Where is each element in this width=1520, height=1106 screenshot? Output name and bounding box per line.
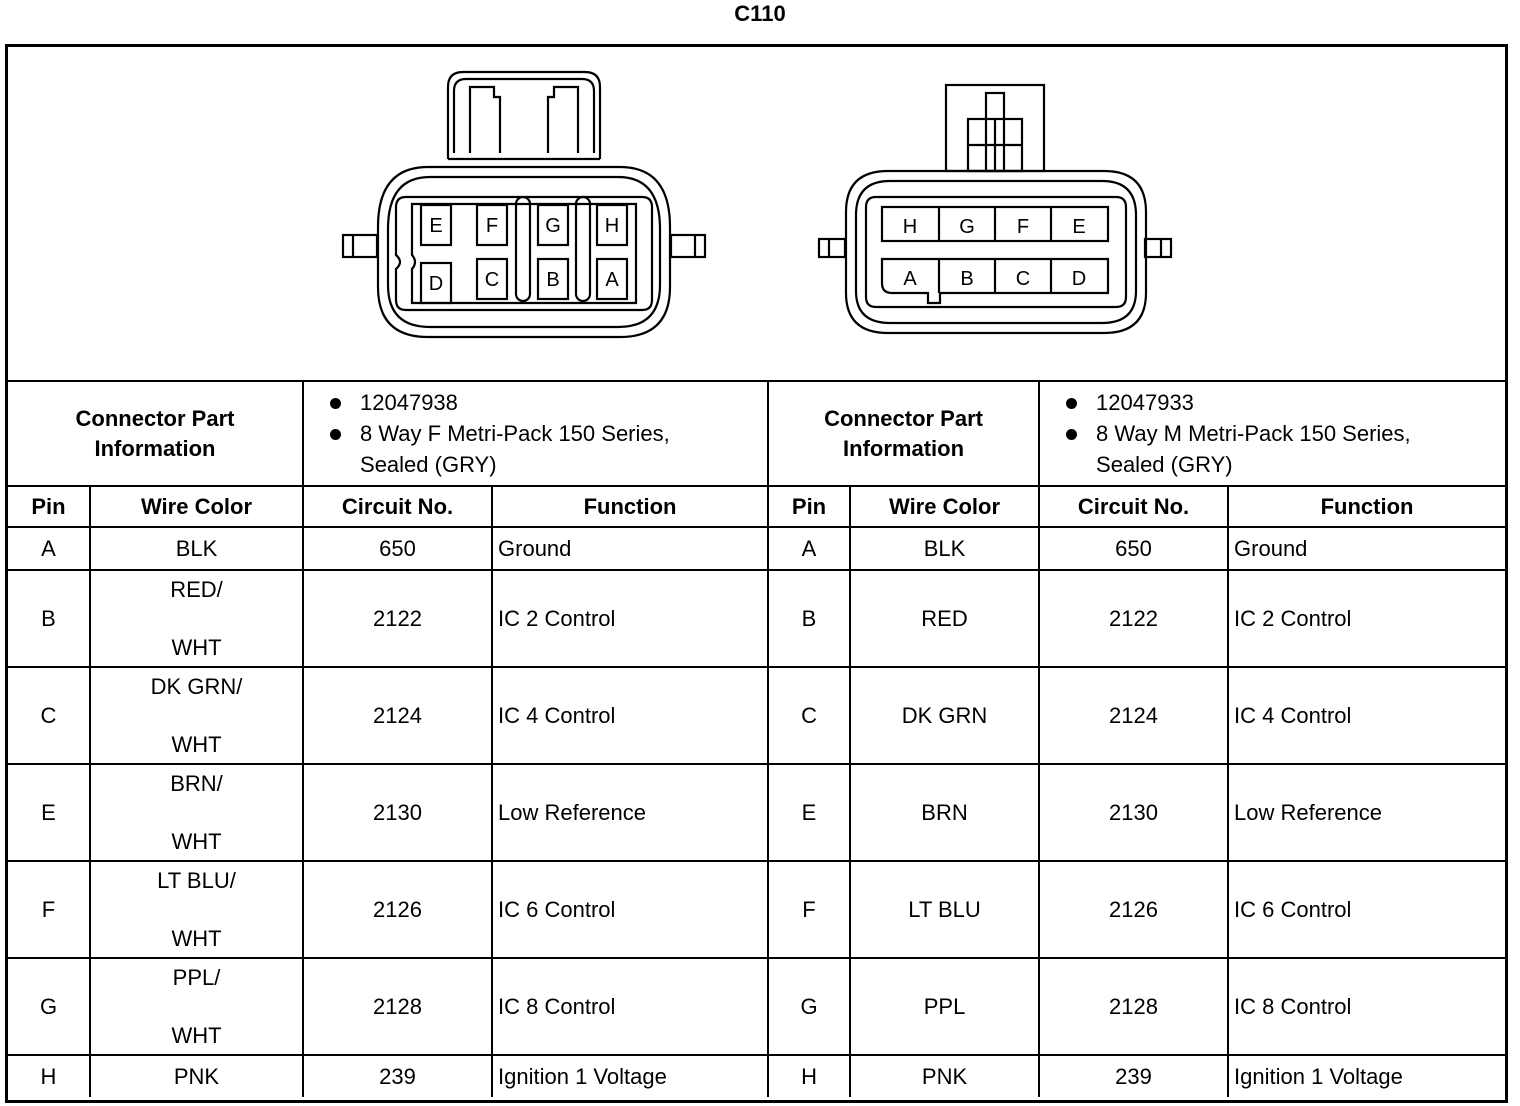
table-row [8,958,1505,1055]
header-wire-color-left: Wire Color [90,486,303,527]
function-cell-right: Low Reference [1228,764,1505,861]
right-info-label: Connector Part Information [768,381,1039,486]
right-part-number-item: 12047933 [1060,387,1505,418]
header-function-right: Function [1228,486,1505,527]
connector-diagram-area [8,47,1505,380]
table-row [8,861,1505,958]
wire-color-cell-left [90,861,303,958]
header-function-left: Function [492,486,768,527]
female-cavity-label-a: A [605,269,619,291]
male-cavity-label-g: G [959,216,975,238]
right-part-description-item: 8 Way M Metri-Pack 150 Series, Sealed (GRY) [1060,418,1505,480]
function-cell-right: Ground [1228,527,1505,570]
male-cavity-label-d: D [1071,268,1087,290]
circuit-cell-left: 2130 [303,764,492,861]
wire-color-cell-right: RED [850,570,1039,667]
circuit-cell-right: 2126 [1039,861,1228,958]
female-cavity-label-f: F [485,215,499,237]
function-cell-right: IC 4 Control [1228,667,1505,764]
function-cell-left: Low Reference [492,764,768,861]
wire-color-cell-left [90,527,303,570]
header-pin-left: Pin [8,486,90,527]
pinout-rows [8,527,1505,1097]
function-cell-left: IC 6 Control [492,861,768,958]
wire-color-cell-right: PNK [850,1055,1039,1097]
wire-color-cell-left [90,958,303,1055]
circuit-cell-left: 2122 [303,570,492,667]
wire-color-line2: WHT [171,925,222,951]
bullet-icon [330,429,341,440]
function-cell-right: IC 6 Control [1228,861,1505,958]
wire-color-line1: RED/ [170,576,223,602]
male-cavity-label-e: E [1072,216,1086,238]
pin-cell-right: A [768,527,850,570]
bullet-icon [330,398,341,409]
pin-cell-left: F [8,861,90,958]
wire-color-cell-left [90,570,303,667]
function-cell-right: IC 2 Control [1228,570,1505,667]
circuit-cell-right: 2122 [1039,570,1228,667]
wire-color-line1: BRN/ [170,770,223,796]
function-cell-left: Ignition 1 Voltage [492,1055,768,1097]
male-cavity-label-h: H [902,216,918,238]
header-wire-color-right: Wire Color [850,486,1039,527]
connector-info-row [8,381,1505,486]
wire-color-line2: WHT [171,634,222,660]
table-row [8,764,1505,861]
function-cell-left: IC 4 Control [492,667,768,764]
wire-color-line1: LT BLU/ [157,867,236,893]
left-part-description-item: 8 Way F Metri-Pack 150 Series, Sealed (GRY) [324,418,767,480]
female-cavity-label-g: G [545,215,561,237]
table-row [8,1055,1505,1097]
female-cavity-label-b: B [546,269,560,291]
table-row [8,667,1505,764]
wire-color-line1: BLK [175,535,218,561]
wire-color-line2: WHT [171,1022,222,1048]
pin-cell-right: F [768,861,850,958]
function-cell-right: Ignition 1 Voltage [1228,1055,1505,1097]
wire-color-cell-right: BRN [850,764,1039,861]
header-circuit-right: Circuit No. [1039,486,1228,527]
wire-color-cell-right: PPL [850,958,1039,1055]
table-row [8,570,1505,667]
circuit-cell-right: 650 [1039,527,1228,570]
connector-frame [5,44,1508,1103]
left-part-number-item: 12047938 [324,387,767,418]
pin-cell-right: B [768,570,850,667]
male-cavity-label-c: C [1015,268,1031,290]
circuit-cell-left: 2124 [303,667,492,764]
pin-cell-left: A [8,527,90,570]
pin-cell-left: C [8,667,90,764]
female-connector-illustration [343,72,705,337]
connector-title: C110 [734,1,786,26]
wire-color-line2: WHT [171,731,222,757]
circuit-cell-left: 2126 [303,861,492,958]
male-cavity-label-f: F [1016,216,1030,238]
right-part-info [1039,381,1505,486]
wire-color-line2: WHT [171,828,222,854]
pin-cell-left: E [8,764,90,861]
circuit-cell-right: 239 [1039,1055,1228,1097]
male-connector-illustration [819,85,1171,333]
bullet-icon [1066,429,1077,440]
male-cavity-label-b: B [960,268,974,290]
wire-color-cell-right: BLK [850,527,1039,570]
female-cavity-label-h: H [604,215,620,237]
left-part-info [303,381,768,486]
male-cavity-label-a: A [903,268,917,290]
female-cavity-label-c: C [484,269,500,291]
wire-color-cell-left [90,667,303,764]
header-pin-right: Pin [768,486,850,527]
wire-color-cell-right: LT BLU [850,861,1039,958]
left-info-label: Connector Part Information [8,381,303,486]
wire-color-cell-left [90,1055,303,1097]
pin-cell-left: G [8,958,90,1055]
female-cavity-label-e: E [429,215,443,237]
connector-drawing [8,47,1505,380]
pinout-table [8,380,1505,1097]
bullet-icon [1066,398,1077,409]
table-row [8,527,1505,570]
circuit-cell-right: 2124 [1039,667,1228,764]
pin-cell-right: G [768,958,850,1055]
function-cell-left: Ground [492,527,768,570]
header-circuit-left: Circuit No. [303,486,492,527]
female-cavity-label-d: D [428,273,444,295]
pin-cell-right: C [768,667,850,764]
circuit-cell-left: 239 [303,1055,492,1097]
wire-color-line1: DK GRN/ [150,673,243,699]
wire-color-line1: PPL/ [172,964,221,990]
circuit-cell-right: 2130 [1039,764,1228,861]
pin-cell-right: H [768,1055,850,1097]
pin-cell-left: H [8,1055,90,1097]
wire-color-cell-right: DK GRN [850,667,1039,764]
pin-cell-right: E [768,764,850,861]
function-cell-left: IC 8 Control [492,958,768,1055]
wire-color-line1: PNK [173,1063,220,1089]
circuit-cell-left: 650 [303,527,492,570]
circuit-cell-left: 2128 [303,958,492,1055]
pin-cell-left: B [8,570,90,667]
function-cell-right: IC 8 Control [1228,958,1505,1055]
wire-color-cell-left [90,764,303,861]
circuit-cell-right: 2128 [1039,958,1228,1055]
function-cell-left: IC 2 Control [492,570,768,667]
table-header-row [8,486,1505,527]
